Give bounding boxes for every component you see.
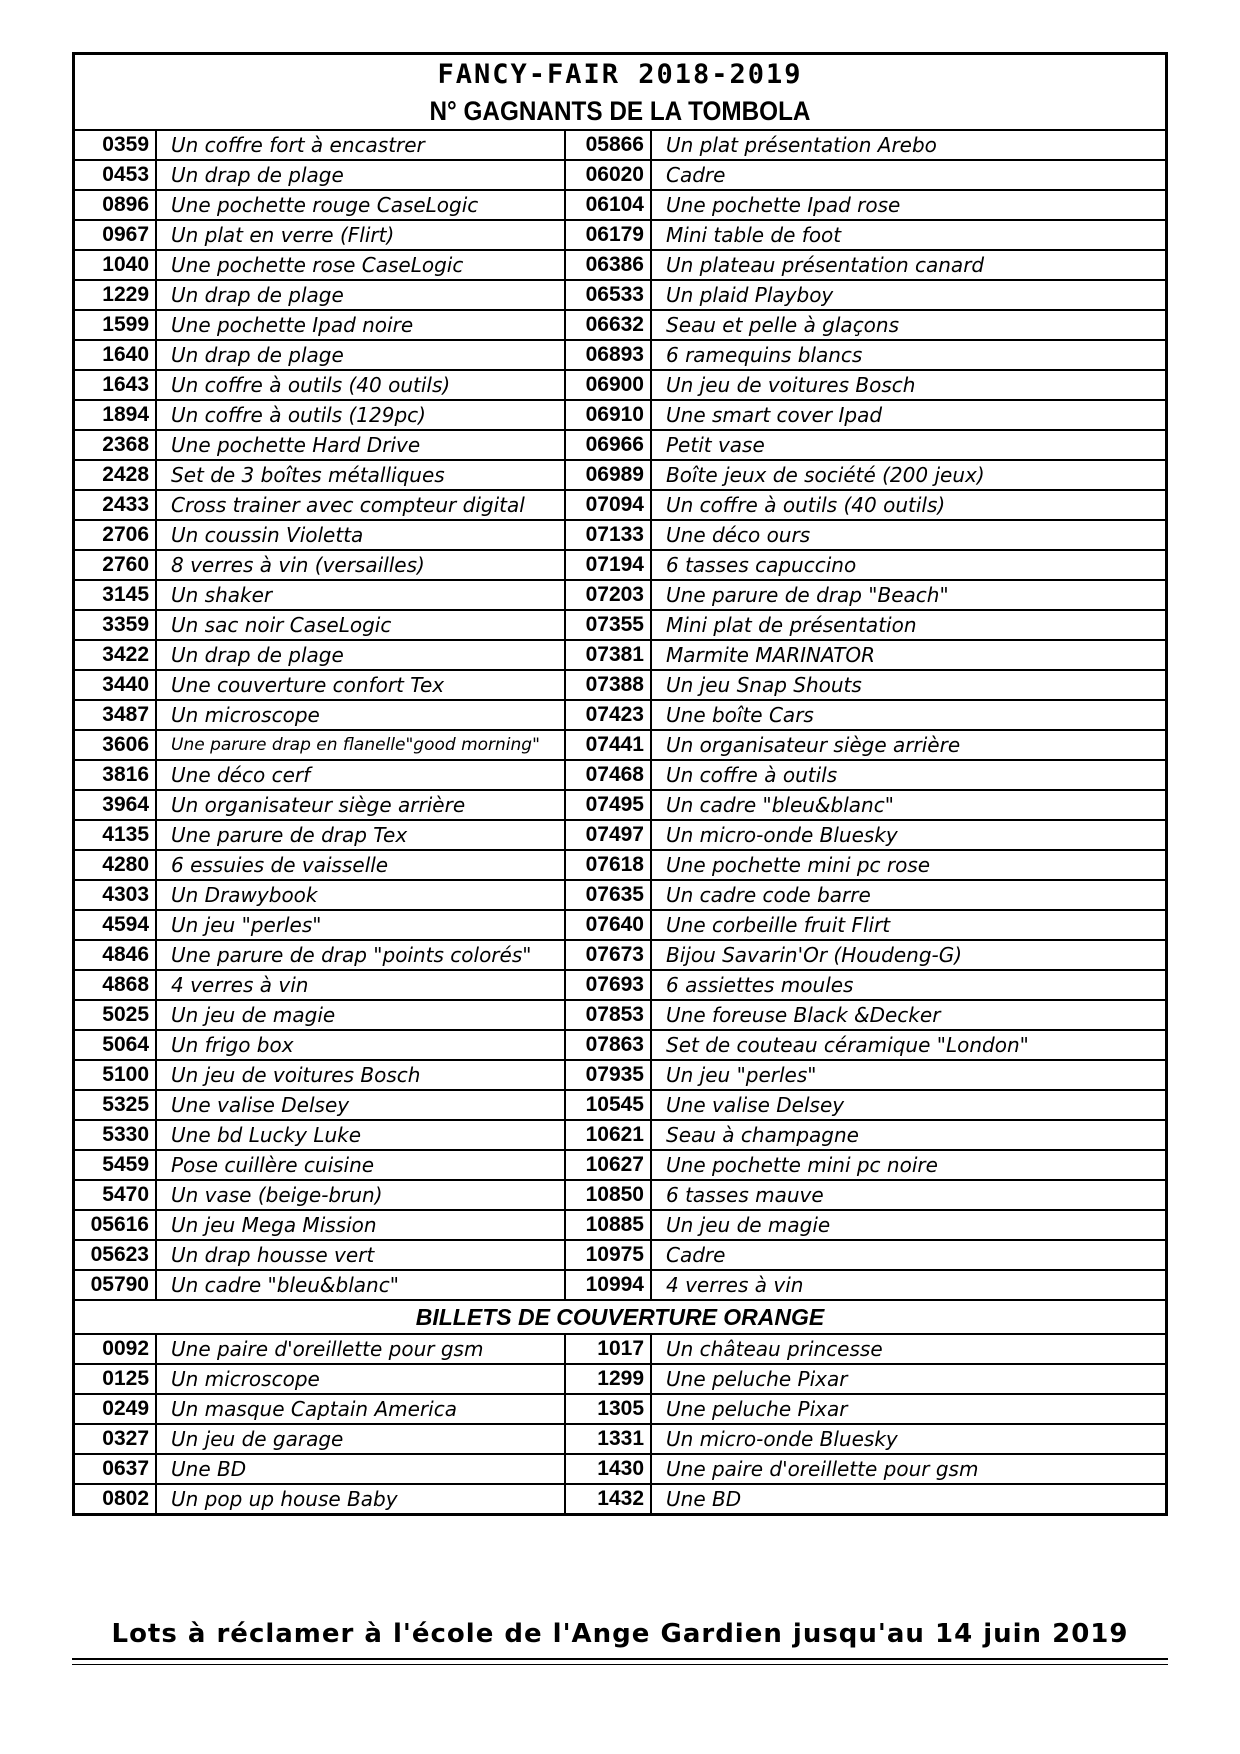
prize-description: Mini plat de présentation: [651, 610, 1165, 640]
ticket-number: 07203: [565, 580, 651, 610]
ticket-number: 07468: [565, 760, 651, 790]
ticket-number: 1643: [75, 370, 156, 400]
table-row: [75, 550, 1165, 580]
ticket-number: 06386: [565, 250, 651, 280]
ticket-number: 0092: [75, 1335, 156, 1364]
ticket-number: 07635: [565, 880, 651, 910]
ticket-number: 1430: [565, 1454, 651, 1484]
table-row: [75, 790, 1165, 820]
table-row: [75, 280, 1165, 310]
ticket-number: 07618: [565, 850, 651, 880]
section-title-orange: BILLETS DE COUVERTURE ORANGE: [75, 1299, 1165, 1335]
prize-description: Une parure drap en flanelle"good morning": [156, 730, 565, 760]
prize-description: Un drap de plage: [156, 280, 565, 310]
ticket-number: 1640: [75, 340, 156, 370]
prize-description: Seau à champagne: [651, 1120, 1165, 1150]
sheet-title: FANCY-FAIR 2018-2019: [437, 59, 803, 90]
ticket-number: 0967: [75, 220, 156, 250]
prize-description: Une valise Delsey: [651, 1090, 1165, 1120]
ticket-number: 5330: [75, 1120, 156, 1150]
prize-description: Une parure de drap "points colorés": [156, 940, 565, 970]
table-row: [75, 460, 1165, 490]
ticket-number: 0896: [75, 190, 156, 220]
ticket-number: 3964: [75, 790, 156, 820]
prize-description: Une parure de drap "Beach": [651, 580, 1165, 610]
prize-description: Un drap de plage: [156, 340, 565, 370]
table-row: [75, 1424, 1165, 1454]
claim-notice: Lots à réclamer à l'école de l'Ange Gardien jusqu'au 14 juin 2019: [111, 1619, 1129, 1649]
prize-description: Un vase (beige-brun): [156, 1180, 565, 1210]
prize-description: Seau et pelle à glaçons: [651, 310, 1165, 340]
prize-description: Un drap housse vert: [156, 1240, 565, 1270]
prize-description: Une BD: [156, 1454, 565, 1484]
prize-description: Un jeu de voitures Bosch: [651, 370, 1165, 400]
ticket-number: 07863: [565, 1030, 651, 1060]
prize-description: Une pochette rose CaseLogic: [156, 250, 565, 280]
prize-description: Une pochette Ipad rose: [651, 190, 1165, 220]
prize-description: Une bd Lucky Luke: [156, 1120, 565, 1150]
ticket-number: 06632: [565, 310, 651, 340]
ticket-number: 1017: [565, 1335, 651, 1364]
prize-description: Cross trainer avec compteur digital: [156, 490, 565, 520]
prize-description: Un shaker: [156, 580, 565, 610]
prize-description: Une pochette rouge CaseLogic: [156, 190, 565, 220]
prize-description: 6 tasses mauve: [651, 1180, 1165, 1210]
prize-description: Un plateau présentation canard: [651, 250, 1165, 280]
ticket-number: 2368: [75, 430, 156, 460]
table-row: [75, 880, 1165, 910]
prize-description: 4 verres à vin: [156, 970, 565, 1000]
ticket-number: 10885: [565, 1210, 651, 1240]
ticket-number: 4846: [75, 940, 156, 970]
ticket-number: 3606: [75, 730, 156, 760]
prize-description: Marmite MARINATOR: [651, 640, 1165, 670]
table-row: [75, 1270, 1165, 1299]
table-row: [75, 1364, 1165, 1394]
table-row: [75, 820, 1165, 850]
ticket-number: 06020: [565, 160, 651, 190]
ticket-number: 07441: [565, 730, 651, 760]
prize-description: Un plat en verre (Flirt): [156, 220, 565, 250]
ticket-number: 1331: [565, 1424, 651, 1454]
ticket-number: 10994: [565, 1270, 651, 1299]
ticket-number: 5025: [75, 1000, 156, 1030]
table-row: [75, 700, 1165, 730]
ticket-number: 05623: [75, 1240, 156, 1270]
prize-description: Une boîte Cars: [651, 700, 1165, 730]
prize-description: Un organisateur siège arrière: [156, 790, 565, 820]
ticket-number: 06533: [565, 280, 651, 310]
prize-description: Une pochette mini pc rose: [651, 850, 1165, 880]
prize-description: 8 verres à vin (versailles): [156, 550, 565, 580]
table-row: [75, 1240, 1165, 1270]
prize-description: Une peluche Pixar: [651, 1394, 1165, 1424]
ticket-number: 0453: [75, 160, 156, 190]
ticket-number: 05866: [565, 131, 651, 160]
ticket-number: 06910: [565, 400, 651, 430]
orange-tickets-table-body: [75, 1335, 1165, 1513]
table-row: [75, 1484, 1165, 1513]
table-row: [75, 1000, 1165, 1030]
prize-description: Une paire d'oreillette pour gsm: [651, 1454, 1165, 1484]
ticket-number: 2428: [75, 460, 156, 490]
ticket-number: 1432: [565, 1484, 651, 1513]
prize-description: Un coffre à outils: [651, 760, 1165, 790]
ticket-number: 05616: [75, 1210, 156, 1240]
table-row: [75, 1090, 1165, 1120]
table-row: [75, 1210, 1165, 1240]
ticket-number: 07497: [565, 820, 651, 850]
ticket-number: 07423: [565, 700, 651, 730]
table-row: [75, 131, 1165, 160]
prize-description: Un jeu Mega Mission: [156, 1210, 565, 1240]
prize-description: Un jeu de voitures Bosch: [156, 1060, 565, 1090]
prize-description: Un coffre fort à encastrer: [156, 131, 565, 160]
ticket-number: 1040: [75, 250, 156, 280]
ticket-number: 07853: [565, 1000, 651, 1030]
prize-description: Un plaid Playboy: [651, 280, 1165, 310]
prize-description: Un cadre "bleu&blanc": [651, 790, 1165, 820]
table-row: [75, 370, 1165, 400]
ticket-number: 07355: [565, 610, 651, 640]
ticket-number: 5325: [75, 1090, 156, 1120]
ticket-number: 3816: [75, 760, 156, 790]
ticket-number: 06989: [565, 460, 651, 490]
prize-description: Une valise Delsey: [156, 1090, 565, 1120]
footer-rule: [72, 1658, 1168, 1660]
ticket-number: 07133: [565, 520, 651, 550]
prize-description: Set de 3 boîtes métalliques: [156, 460, 565, 490]
ticket-number: 10545: [565, 1090, 651, 1120]
ticket-number: 0637: [75, 1454, 156, 1484]
ticket-number: 0359: [75, 131, 156, 160]
table-row: [75, 520, 1165, 550]
prize-description: Une pochette Hard Drive: [156, 430, 565, 460]
prize-description: Un coffre à outils (40 outils): [156, 370, 565, 400]
ticket-number: 1599: [75, 310, 156, 340]
prize-description: Un coussin Violetta: [156, 520, 565, 550]
ticket-number: 10850: [565, 1180, 651, 1210]
winners-table-body: [75, 131, 1165, 1299]
ticket-number: 07693: [565, 970, 651, 1000]
prize-description: Une pochette Ipad noire: [156, 310, 565, 340]
table-row: [75, 760, 1165, 790]
prize-description: Un masque Captain America: [156, 1394, 565, 1424]
ticket-number: 06104: [565, 190, 651, 220]
prize-description: Une foreuse Black &Decker: [651, 1000, 1165, 1030]
prize-description: Une parure de drap Tex: [156, 820, 565, 850]
table-row: [75, 670, 1165, 700]
prize-description: Un jeu de garage: [156, 1424, 565, 1454]
prize-description: Une BD: [651, 1484, 1165, 1513]
ticket-number: 0327: [75, 1424, 156, 1454]
prize-description: Un jeu "perles": [651, 1060, 1165, 1090]
prize-description: Un cadre "bleu&blanc": [156, 1270, 565, 1299]
prize-description: Un micro-onde Bluesky: [651, 1424, 1165, 1454]
ticket-number: 4280: [75, 850, 156, 880]
ticket-number: 05790: [75, 1270, 156, 1299]
ticket-number: 1894: [75, 400, 156, 430]
prize-description: 6 assiettes moules: [651, 970, 1165, 1000]
table-row: [75, 1394, 1165, 1424]
ticket-number: 4135: [75, 820, 156, 850]
ticket-number: 5459: [75, 1150, 156, 1180]
table-row: [75, 310, 1165, 340]
ticket-number: 06900: [565, 370, 651, 400]
winners-sheet: [72, 52, 1168, 1516]
prize-description: Petit vase: [651, 430, 1165, 460]
prize-description: Cadre: [651, 160, 1165, 190]
table-row: [75, 490, 1165, 520]
prize-description: Cadre: [651, 1240, 1165, 1270]
prize-description: Un drap de plage: [156, 640, 565, 670]
table-row: [75, 940, 1165, 970]
prize-description: Boîte jeux de société (200 jeux): [651, 460, 1165, 490]
sheet-subtitle: N° GAGNANTS DE LA TOMBOLA: [429, 96, 811, 126]
prize-description: Une paire d'oreillette pour gsm: [156, 1335, 565, 1364]
table-row: [75, 910, 1165, 940]
orange-tickets-table: [75, 1335, 1165, 1513]
prize-description: 6 tasses capuccino: [651, 550, 1165, 580]
table-row: [75, 1180, 1165, 1210]
prize-description: Une déco ours: [651, 520, 1165, 550]
prize-description: Pose cuillère cuisine: [156, 1150, 565, 1180]
ticket-number: 4868: [75, 970, 156, 1000]
ticket-number: 5470: [75, 1180, 156, 1210]
ticket-number: 07381: [565, 640, 651, 670]
ticket-number: 0802: [75, 1484, 156, 1513]
ticket-number: 0249: [75, 1394, 156, 1424]
ticket-number: 10975: [565, 1240, 651, 1270]
table-row: [75, 340, 1165, 370]
ticket-number: 06179: [565, 220, 651, 250]
ticket-number: 0125: [75, 1364, 156, 1394]
table-row: [75, 1150, 1165, 1180]
prize-description: Un microscope: [156, 1364, 565, 1394]
table-row: [75, 190, 1165, 220]
footer-rule-thin: [72, 1664, 1168, 1665]
prize-description: 4 verres à vin: [651, 1270, 1165, 1299]
winners-table: [75, 131, 1165, 1299]
table-row: [75, 250, 1165, 280]
ticket-number: 07495: [565, 790, 651, 820]
table-row: [75, 730, 1165, 760]
ticket-number: 07388: [565, 670, 651, 700]
table-row: [75, 640, 1165, 670]
table-row: [75, 970, 1165, 1000]
sheet-header: [75, 55, 1165, 131]
ticket-number: 10621: [565, 1120, 651, 1150]
prize-description: Une couverture confort Tex: [156, 670, 565, 700]
ticket-number: 07673: [565, 940, 651, 970]
ticket-number: 2706: [75, 520, 156, 550]
table-row: [75, 1335, 1165, 1364]
prize-description: Une corbeille fruit Flirt: [651, 910, 1165, 940]
prize-description: Un micro-onde Bluesky: [651, 820, 1165, 850]
prize-description: Un organisateur siège arrière: [651, 730, 1165, 760]
prize-description: Un jeu de magie: [156, 1000, 565, 1030]
ticket-number: 5100: [75, 1060, 156, 1090]
prize-description: Un château princesse: [651, 1335, 1165, 1364]
prize-description: 6 ramequins blancs: [651, 340, 1165, 370]
table-row: [75, 1120, 1165, 1150]
prize-description: Set de couteau céramique "London": [651, 1030, 1165, 1060]
table-row: [75, 220, 1165, 250]
ticket-number: 3422: [75, 640, 156, 670]
prize-description: Mini table de foot: [651, 220, 1165, 250]
ticket-number: 3359: [75, 610, 156, 640]
ticket-number: 07640: [565, 910, 651, 940]
table-row: [75, 610, 1165, 640]
prize-description: Un jeu Snap Shouts: [651, 670, 1165, 700]
ticket-number: 2760: [75, 550, 156, 580]
prize-description: Bijou Savarin'Or (Houdeng-G): [651, 940, 1165, 970]
table-row: [75, 1060, 1165, 1090]
ticket-number: 1229: [75, 280, 156, 310]
prize-description: 6 essuies de vaisselle: [156, 850, 565, 880]
prize-description: Un coffre à outils (40 outils): [651, 490, 1165, 520]
ticket-number: 06966: [565, 430, 651, 460]
table-row: [75, 1030, 1165, 1060]
table-row: [75, 850, 1165, 880]
prize-description: Une déco cerf: [156, 760, 565, 790]
prize-description: Une peluche Pixar: [651, 1364, 1165, 1394]
table-row: [75, 580, 1165, 610]
prize-description: Un Drawybook: [156, 880, 565, 910]
prize-description: Un plat présentation Arebo: [651, 131, 1165, 160]
ticket-number: 2433: [75, 490, 156, 520]
ticket-number: 1305: [565, 1394, 651, 1424]
ticket-number: 4303: [75, 880, 156, 910]
ticket-number: 1299: [565, 1364, 651, 1394]
prize-description: Un pop up house Baby: [156, 1484, 565, 1513]
ticket-number: 3487: [75, 700, 156, 730]
ticket-number: 07194: [565, 550, 651, 580]
prize-description: Une smart cover Ipad: [651, 400, 1165, 430]
prize-description: Un sac noir CaseLogic: [156, 610, 565, 640]
ticket-number: 4594: [75, 910, 156, 940]
prize-description: Un jeu de magie: [651, 1210, 1165, 1240]
table-row: [75, 430, 1165, 460]
ticket-number: 07094: [565, 490, 651, 520]
prize-description: Un frigo box: [156, 1030, 565, 1060]
ticket-number: 5064: [75, 1030, 156, 1060]
ticket-number: 06893: [565, 340, 651, 370]
prize-description: Une pochette mini pc noire: [651, 1150, 1165, 1180]
table-row: [75, 400, 1165, 430]
prize-description: Un jeu "perles": [156, 910, 565, 940]
prize-description: Un drap de plage: [156, 160, 565, 190]
prize-description: Un cadre code barre: [651, 880, 1165, 910]
ticket-number: 10627: [565, 1150, 651, 1180]
table-row: [75, 1454, 1165, 1484]
prize-description: Un coffre à outils (129pc): [156, 400, 565, 430]
prize-description: Un microscope: [156, 700, 565, 730]
table-row: [75, 160, 1165, 190]
ticket-number: 07935: [565, 1060, 651, 1090]
ticket-number: 3440: [75, 670, 156, 700]
ticket-number: 3145: [75, 580, 156, 610]
